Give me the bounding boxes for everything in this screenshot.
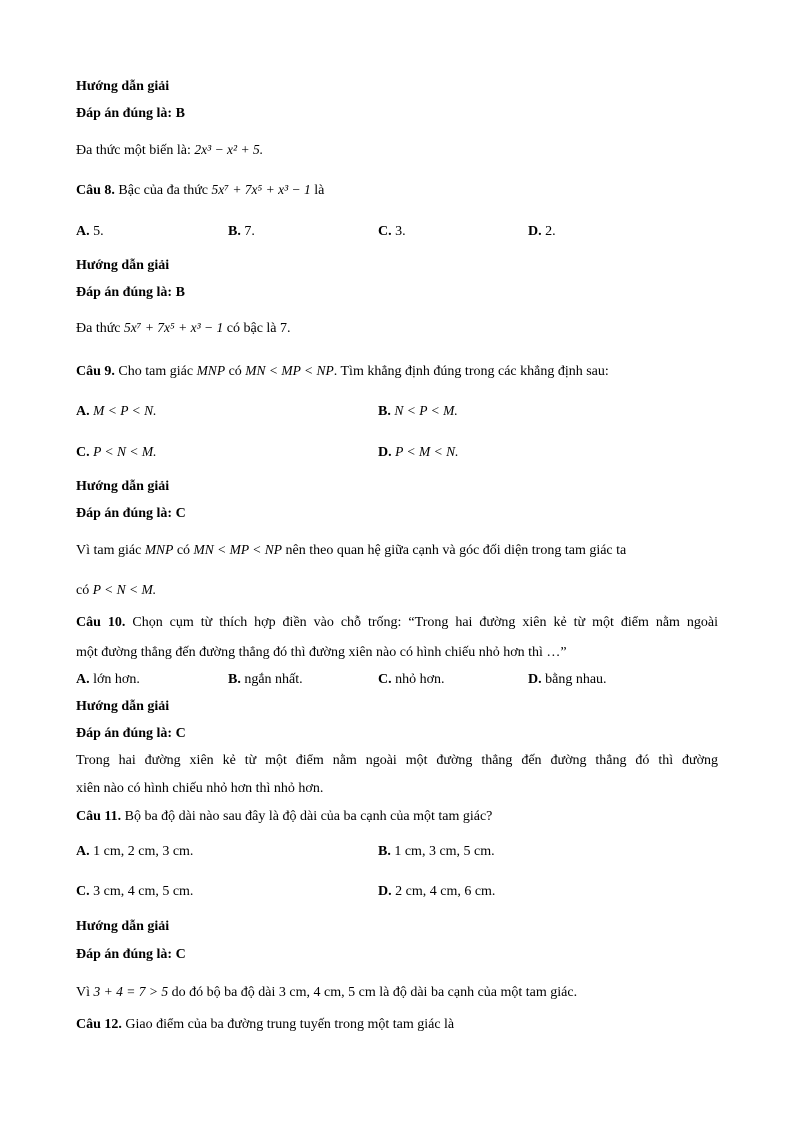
question-text: Cho tam giác xyxy=(118,364,194,379)
option-a xyxy=(76,223,104,241)
option-a xyxy=(76,402,156,421)
math-expression: MNP xyxy=(196,363,226,378)
solution-text: xiên nào có hình chiếu nhỏ hơn thì nhỏ hơn. xyxy=(76,781,324,796)
option-d xyxy=(378,883,495,901)
option-text: 1 cm, 3 cm, 5 cm. xyxy=(394,844,495,859)
option-b xyxy=(228,223,255,241)
text: Vì xyxy=(76,985,90,1000)
option-label: C. xyxy=(76,884,90,899)
option-text: nhỏ hơn. xyxy=(395,672,445,687)
option-text: lớn hơn. xyxy=(93,672,140,687)
option-label: B. xyxy=(228,672,241,687)
text: có xyxy=(176,543,191,558)
question-label: Câu 10. xyxy=(76,615,126,630)
option-c xyxy=(76,883,193,901)
text: là độ dài ba cạnh của một tam giác. xyxy=(379,985,578,1000)
option-text: 2. xyxy=(545,224,556,239)
question-text-tail: là xyxy=(314,183,325,198)
question-label: Câu 8. xyxy=(76,183,115,198)
option-text: 7. xyxy=(244,224,255,239)
question-text: Bậc của đa thức xyxy=(118,183,209,198)
option-text: 5. xyxy=(93,224,104,239)
option-b xyxy=(378,402,458,421)
option-text: 1 cm, 2 cm, 3 cm. xyxy=(93,844,194,859)
option-a xyxy=(76,843,193,861)
text: có xyxy=(76,583,90,598)
option-label: B. xyxy=(378,844,391,859)
option-label: C. xyxy=(378,672,392,687)
question-text: một đường thẳng đến đường thẳng đó thì đường xiên nào có hình chiếu nhỏ hơn thì …” xyxy=(76,645,567,660)
solution-text xyxy=(76,141,263,160)
answer-line: Đáp án đúng là: B xyxy=(76,285,185,300)
option-label: A. xyxy=(76,224,90,239)
option-text: ngắn nhất. xyxy=(244,672,303,687)
option-d xyxy=(528,671,607,689)
text: có xyxy=(228,364,242,379)
option-d xyxy=(378,443,458,462)
option-text: bằng nhau. xyxy=(545,672,607,687)
math-expression: 5x⁷ + 7x⁵ + x³ − 1 xyxy=(211,182,311,197)
question-text: Chọn cụm từ thích hợp điền vào chỗ trống: “Trong hai đường xiên kẻ từ một điểm nằm ngoài xyxy=(132,615,719,630)
question-9 xyxy=(76,362,609,381)
question-11 xyxy=(76,808,492,826)
math-expression: P < N < M. xyxy=(92,582,157,597)
option-d xyxy=(528,223,556,241)
answer-line: Đáp án đúng là: C xyxy=(76,726,186,741)
text: nên theo quan hệ giữa cạnh và góc đối diện trong tam giác ta xyxy=(285,543,627,558)
option-text: N < P < M. xyxy=(394,403,458,418)
question-label: Câu 12. xyxy=(76,1017,122,1032)
option-text: P < M < N. xyxy=(395,444,459,459)
solution-text: Trong hai đường xiên kẻ từ một điểm nằm ngoài một đường thẳng đến đường thẳng đó thì đường xyxy=(76,753,718,768)
option-b xyxy=(378,843,495,861)
option-label: D. xyxy=(528,224,542,239)
option-a xyxy=(76,671,140,689)
solution-text xyxy=(76,319,291,338)
math-expression: 5x⁷ + 7x⁵ + x³ − 1 xyxy=(124,320,224,335)
math-expression: 3 + 4 = 7 > 5 xyxy=(93,984,169,999)
text: Đa thức xyxy=(76,321,121,336)
option-b xyxy=(228,671,303,689)
solution-heading: Hướng dẫn giải xyxy=(76,699,170,714)
value: 7. xyxy=(280,321,291,336)
solution-heading: Hướng dẫn giải xyxy=(76,79,170,94)
option-label: A. xyxy=(76,844,90,859)
math-expression: MNP xyxy=(144,542,174,557)
solution-heading: Hướng dẫn giải xyxy=(76,258,170,273)
option-c xyxy=(76,443,156,462)
solution-text xyxy=(76,541,626,560)
option-label: B. xyxy=(228,224,241,239)
question-10 xyxy=(76,614,718,632)
solution-heading: Hướng dẫn giải xyxy=(76,919,170,934)
option-text: P < N < M. xyxy=(93,444,157,459)
question-12 xyxy=(76,1016,454,1034)
value: 3 cm, 4 cm, 5 cm xyxy=(278,985,376,1000)
option-c xyxy=(378,671,445,689)
solution-text xyxy=(76,983,577,1002)
option-label: A. xyxy=(76,404,90,419)
answer-line: Đáp án đúng là: C xyxy=(76,506,186,521)
option-text: 3 cm, 4 cm, 5 cm. xyxy=(93,884,194,899)
option-text: 2 cm, 4 cm, 6 cm. xyxy=(395,884,496,899)
question-label: Câu 9. xyxy=(76,364,115,379)
option-label: D. xyxy=(378,884,392,899)
math-expression: MN < MP < NP xyxy=(245,363,334,378)
option-label: D. xyxy=(528,672,542,687)
answer-line: Đáp án đúng là: C xyxy=(76,947,186,962)
option-label: B. xyxy=(378,404,391,419)
option-label: C. xyxy=(76,445,90,460)
answer-line: Đáp án đúng là: B xyxy=(76,106,185,121)
option-c xyxy=(378,223,406,241)
text: do đó bộ ba độ dài xyxy=(171,985,276,1000)
question-label: Câu 11. xyxy=(76,809,122,824)
math-expression: 2x³ − x² + 5. xyxy=(194,142,264,157)
text: Vì tam giác xyxy=(76,543,142,558)
option-text: 3. xyxy=(395,224,406,239)
solution-text xyxy=(76,581,156,600)
solution-heading: Hướng dẫn giải xyxy=(76,479,170,494)
text: Đa thức một biến là: xyxy=(76,143,191,158)
option-label: D. xyxy=(378,445,392,460)
question-text: Giao điểm của ba đường trung tuyến trong một tam giác là xyxy=(125,1017,455,1032)
option-label: A. xyxy=(76,672,90,687)
math-expression: MN < MP < NP xyxy=(193,542,282,557)
option-label: C. xyxy=(378,224,392,239)
question-text: Bộ ba độ dài nào sau đây là độ dài của ba cạnh của một tam giác? xyxy=(124,809,493,824)
question-text: . Tìm khẳng định đúng trong các khẳng định sau: xyxy=(333,364,609,379)
question-8 xyxy=(76,181,324,200)
text: có bậc là xyxy=(226,321,277,336)
option-text: M < P < N. xyxy=(93,403,157,418)
